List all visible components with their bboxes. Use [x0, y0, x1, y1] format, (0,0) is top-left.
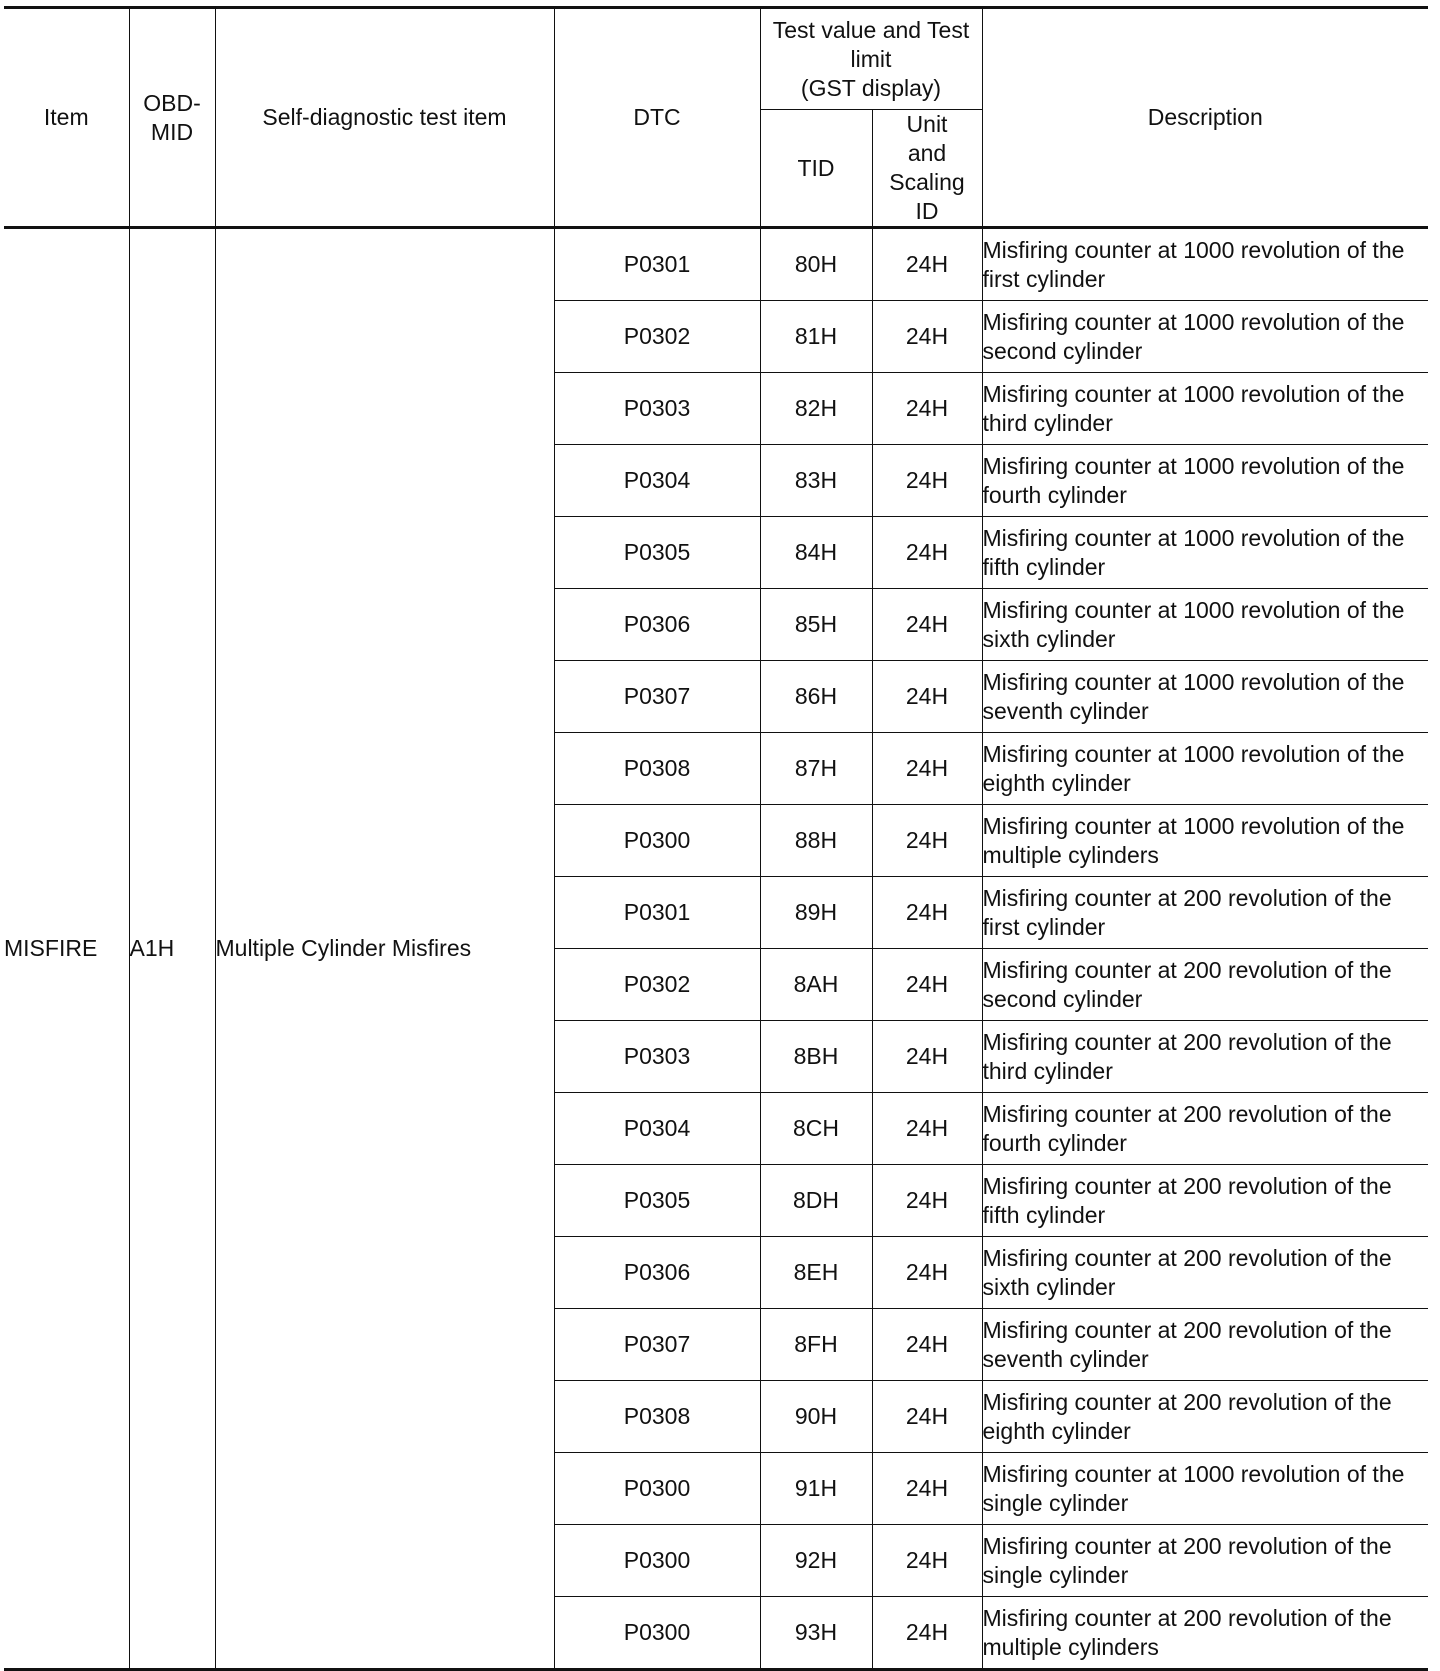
cell-dtc: P0304: [554, 1093, 760, 1165]
cell-tid: 85H: [760, 589, 872, 661]
cell-description: Misfiring counter at 200 revolution of the third cylinder: [982, 1021, 1428, 1093]
cell-unit-scaling-id: 24H: [872, 1237, 982, 1309]
cell-description: Misfiring counter at 1000 revolution of the multiple cylinders: [982, 805, 1428, 877]
cell-description: Misfiring counter at 200 revolution of the single cylinder: [982, 1525, 1428, 1597]
cell-unit-scaling-id: 24H: [872, 517, 982, 589]
cell-description: Misfiring counter at 1000 revolution of the seventh cylinder: [982, 661, 1428, 733]
cell-tid: 82H: [760, 373, 872, 445]
cell-tid: 86H: [760, 661, 872, 733]
cell-unit-scaling-id: 24H: [872, 661, 982, 733]
cell-tid: 89H: [760, 877, 872, 949]
cell-dtc: P0301: [554, 228, 760, 301]
cell-unit-scaling-id: 24H: [872, 1165, 982, 1237]
cell-unit-scaling-id: 24H: [872, 1021, 982, 1093]
cell-dtc: P0307: [554, 1309, 760, 1381]
cell-tid: 8DH: [760, 1165, 872, 1237]
cell-unit-scaling-id: 24H: [872, 1597, 982, 1670]
cell-tid: 8CH: [760, 1093, 872, 1165]
cell-unit-scaling-id: 24H: [872, 1381, 982, 1453]
cell-description: Misfiring counter at 200 revolution of the sixth cylinder: [982, 1237, 1428, 1309]
header-obd-mid: OBD- MID: [129, 8, 215, 228]
cell-description: Misfiring counter at 1000 revolution of the second cylinder: [982, 301, 1428, 373]
cell-tid: 92H: [760, 1525, 872, 1597]
cell-tid: 80H: [760, 228, 872, 301]
cell-tid: 84H: [760, 517, 872, 589]
cell-unit-scaling-id: 24H: [872, 373, 982, 445]
cell-description: Misfiring counter at 200 revolution of the eighth cylinder: [982, 1381, 1428, 1453]
cell-dtc: P0306: [554, 589, 760, 661]
header-description: Description: [982, 8, 1428, 228]
cell-dtc: P0300: [554, 805, 760, 877]
cell-self-diagnostic-test-item: Multiple Cylinder Misfires: [215, 228, 554, 1670]
cell-dtc: P0308: [554, 733, 760, 805]
cell-description: Misfiring counter at 1000 revolution of the fourth cylinder: [982, 445, 1428, 517]
cell-obd-mid: A1H: [129, 228, 215, 1670]
cell-dtc: P0303: [554, 1021, 760, 1093]
cell-unit-scaling-id: 24H: [872, 733, 982, 805]
cell-dtc: P0300: [554, 1597, 760, 1670]
table-row: [4, 228, 1428, 301]
cell-dtc: P0300: [554, 1525, 760, 1597]
cell-unit-scaling-id: 24H: [872, 1453, 982, 1525]
cell-dtc: P0305: [554, 1165, 760, 1237]
cell-unit-scaling-id: 24H: [872, 1309, 982, 1381]
cell-unit-scaling-id: 24H: [872, 228, 982, 301]
cell-tid: 87H: [760, 733, 872, 805]
header-self-diagnostic-test-item: Self-diagnostic test item: [215, 8, 554, 228]
cell-unit-scaling-id: 24H: [872, 805, 982, 877]
cell-item: MISFIRE: [4, 228, 129, 1670]
cell-unit-scaling-id: 24H: [872, 589, 982, 661]
table-header: [4, 8, 1428, 228]
cell-dtc: P0301: [554, 877, 760, 949]
cell-unit-scaling-id: 24H: [872, 949, 982, 1021]
cell-tid: 8FH: [760, 1309, 872, 1381]
cell-dtc: P0300: [554, 1453, 760, 1525]
cell-tid: 8AH: [760, 949, 872, 1021]
cell-dtc: P0305: [554, 517, 760, 589]
cell-tid: 93H: [760, 1597, 872, 1670]
table-body: [4, 228, 1428, 1670]
cell-description: Misfiring counter at 200 revolution of the second cylinder: [982, 949, 1428, 1021]
cell-dtc: P0304: [554, 445, 760, 517]
cell-description: Misfiring counter at 1000 revolution of the eighth cylinder: [982, 733, 1428, 805]
header-tid: TID: [760, 110, 872, 228]
cell-description: Misfiring counter at 200 revolution of the fifth cylinder: [982, 1165, 1428, 1237]
cell-unit-scaling-id: 24H: [872, 877, 982, 949]
cell-dtc: P0307: [554, 661, 760, 733]
cell-tid: 8BH: [760, 1021, 872, 1093]
cell-description: Misfiring counter at 200 revolution of the fourth cylinder: [982, 1093, 1428, 1165]
cell-dtc: P0306: [554, 1237, 760, 1309]
cell-dtc: P0308: [554, 1381, 760, 1453]
cell-description: Misfiring counter at 1000 revolution of the third cylinder: [982, 373, 1428, 445]
cell-description: Misfiring counter at 1000 revolution of the first cylinder: [982, 228, 1428, 301]
cell-dtc: P0302: [554, 949, 760, 1021]
header-item: Item: [4, 8, 129, 228]
cell-tid: 8EH: [760, 1237, 872, 1309]
cell-unit-scaling-id: 24H: [872, 445, 982, 517]
header-dtc: DTC: [554, 8, 760, 228]
header-test-value-and-limit: Test value and Test limit (GST display): [760, 8, 982, 110]
cell-dtc: P0302: [554, 301, 760, 373]
cell-description: Misfiring counter at 1000 revolution of the single cylinder: [982, 1453, 1428, 1525]
cell-tid: 83H: [760, 445, 872, 517]
cell-unit-scaling-id: 24H: [872, 1525, 982, 1597]
header-unit-and-scaling-id: Unit and Scaling ID: [872, 110, 982, 228]
cell-description: Misfiring counter at 1000 revolution of the fifth cylinder: [982, 517, 1428, 589]
cell-unit-scaling-id: 24H: [872, 301, 982, 373]
cell-tid: 91H: [760, 1453, 872, 1525]
cell-description: Misfiring counter at 1000 revolution of the sixth cylinder: [982, 589, 1428, 661]
cell-tid: 81H: [760, 301, 872, 373]
cell-description: Misfiring counter at 200 revolution of the multiple cylinders: [982, 1597, 1428, 1670]
cell-tid: 90H: [760, 1381, 872, 1453]
cell-description: Misfiring counter at 200 revolution of the seventh cylinder: [982, 1309, 1428, 1381]
cell-tid: 88H: [760, 805, 872, 877]
cell-unit-scaling-id: 24H: [872, 1093, 982, 1165]
cell-dtc: P0303: [554, 373, 760, 445]
cell-description: Misfiring counter at 200 revolution of the first cylinder: [982, 877, 1428, 949]
obd-test-table: [4, 6, 1428, 1671]
